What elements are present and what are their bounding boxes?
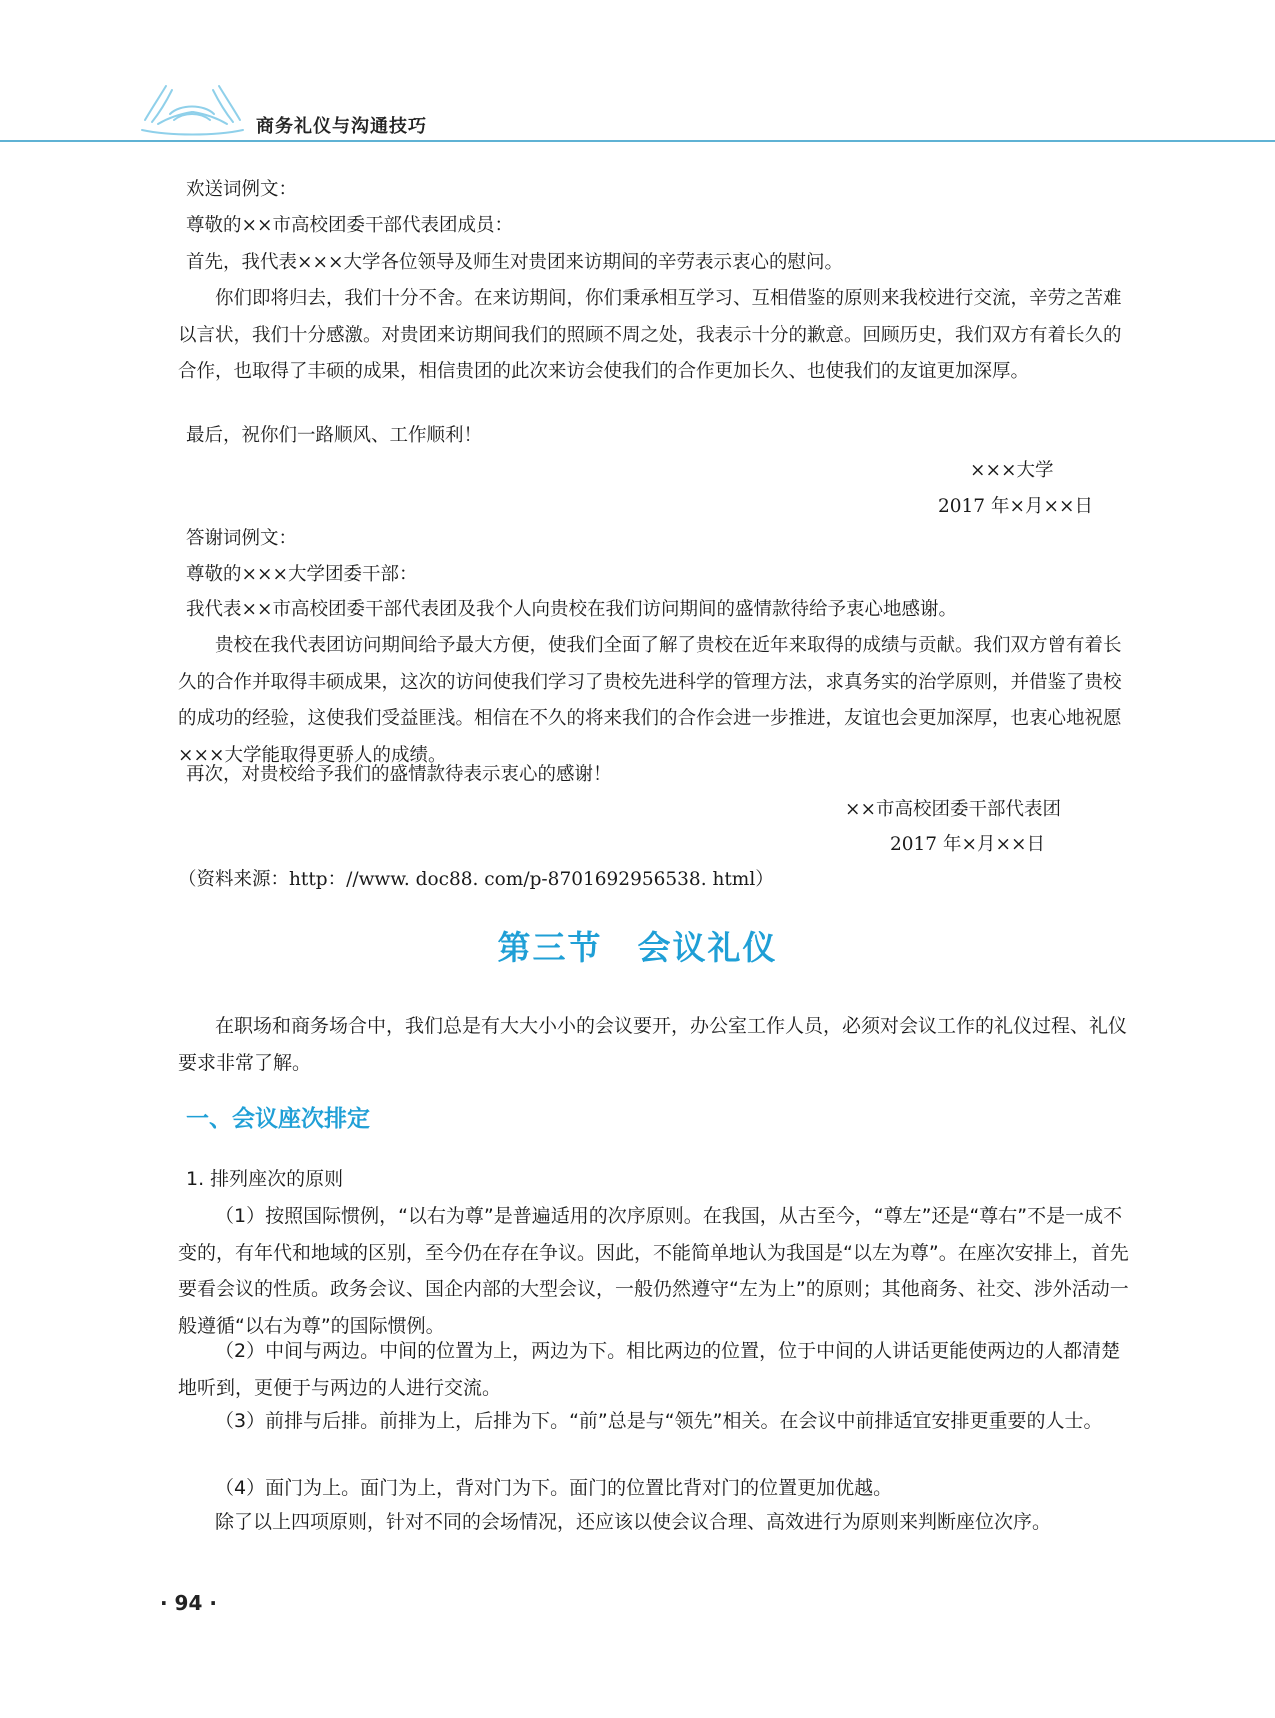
rule-3: （3）前排与后排。前排为上，后排为下。“前”总是与“领先”相关。在会议中前排适宜安排更重要的人士。: [215, 1410, 1103, 1432]
section-title: 第三节 会议礼仪: [497, 928, 778, 967]
farewell-salutation: 尊敬的××市高校团委干部代表团成员：: [186, 215, 514, 236]
page-header: [0, 0, 1275, 145]
farewell-paragraph-1: 首先，我代表×××大学各位领导及师生对贵团来访期间的辛劳表示衷心的慰问。: [186, 252, 844, 273]
item-heading: 1. 排列座次的原则: [186, 1168, 344, 1190]
handshake-logo-icon: [140, 78, 245, 138]
section-intro: 在职场和商务场合中，我们总是有大大小小的会议要开，办公室工作人员，必须对会议工作的礼仪过程、礼仪要求非常了解。: [178, 1015, 1128, 1074]
book-title: 商务礼仪与沟通技巧: [256, 116, 427, 137]
header-divider: [0, 140, 1275, 142]
farewell-paragraph-2: 你们即将归去，我们十分不舍。在来访期间，你们秉承相互学习、互相借鉴的原则来我校进行交流，辛劳之苦难以言状，我们十分感激。对贵团来访期间我们的照顾不周之处，我表示十分的歉意。回顾历史，我们双方有着长久的合作，也取得了丰硕的成果，相信贵团的此次来访会使我们的合作更加长久、也使我们的友谊更加深厚。: [178, 288, 1122, 382]
farewell-label: 欢送词例文：: [186, 179, 298, 200]
thanks-signer: ××市高校团委干部代表团: [845, 799, 1062, 820]
subsection-title: 一、会议座次排定: [186, 1106, 370, 1132]
farewell-paragraph-3: 最后，祝你们一路顺风、工作顺利！: [186, 425, 483, 446]
rule-2: （2）中间与两边。中间的位置为上，两边为下。相比两边的位置，位于中间的人讲话更能使两边的人都清楚地听到，更便于与两边的人进行交流。: [178, 1340, 1121, 1399]
thanks-paragraph-1: 我代表××市高校团委干部代表团及我个人向贵校在我们访问期间的盛情款待给予衷心地感谢。: [186, 599, 958, 620]
farewell-signer: ×××大学: [970, 460, 1054, 481]
thanks-label: 答谢词例文：: [186, 528, 298, 549]
thanks-paragraph-3: 再次，对贵校给予我们的盛情款待表示衷心的感谢！: [186, 764, 612, 785]
source-citation: （资料来源：http：//www. doc88. com/p-8701692956538. html）: [178, 869, 774, 890]
rule-1: （1）按照国际惯例，“以右为尊”是普遍适用的次序原则。在我国，从古至今，“尊左”还是“尊右”不是一成不变的，有年代和地域的区别，至今仍在存在争议。因此，不能简单地认为我国是“以左为尊”。在座次安排上，首先要看会议的性质。政务会议、国企内部的大型会议，一般仍然遵守“左为上”的原则；其他商务、社交、涉外活动一般遵循“以右为尊”的国际惯例。: [178, 1205, 1129, 1337]
page-number: · 94 ·: [160, 1591, 217, 1615]
thanks-paragraph-2: 贵校在我代表团访问期间给予最大方便，使我们全面了解了贵校在近年来取得的成绩与贡献。我们双方曾有着长久的合作并取得丰硕成果，这次的访问使我们学习了贵校先进科学的管理方法，求真务实的治学原则，并借鉴了贵校的成功的经验，这使我们受益匪浅。相信在不久的将来我们的合作会进一步推进，友谊也会更加深厚，也衷心地祝愿×××大学能取得更骄人的成绩。: [178, 635, 1122, 766]
farewell-date: 2017 年×月××日: [938, 496, 1093, 517]
closing-paragraph: 除了以上四项原则，针对不同的会场情况，还应该以使会议合理、高效进行为原则来判断座位次序。: [215, 1511, 1052, 1533]
thanks-date: 2017 年×月××日: [890, 834, 1045, 855]
thanks-salutation: 尊敬的×××大学团委干部：: [186, 564, 418, 585]
rule-4: （4）面门为上。面门为上，背对门为下。面门的位置比背对门的位置更加优越。: [215, 1477, 893, 1499]
